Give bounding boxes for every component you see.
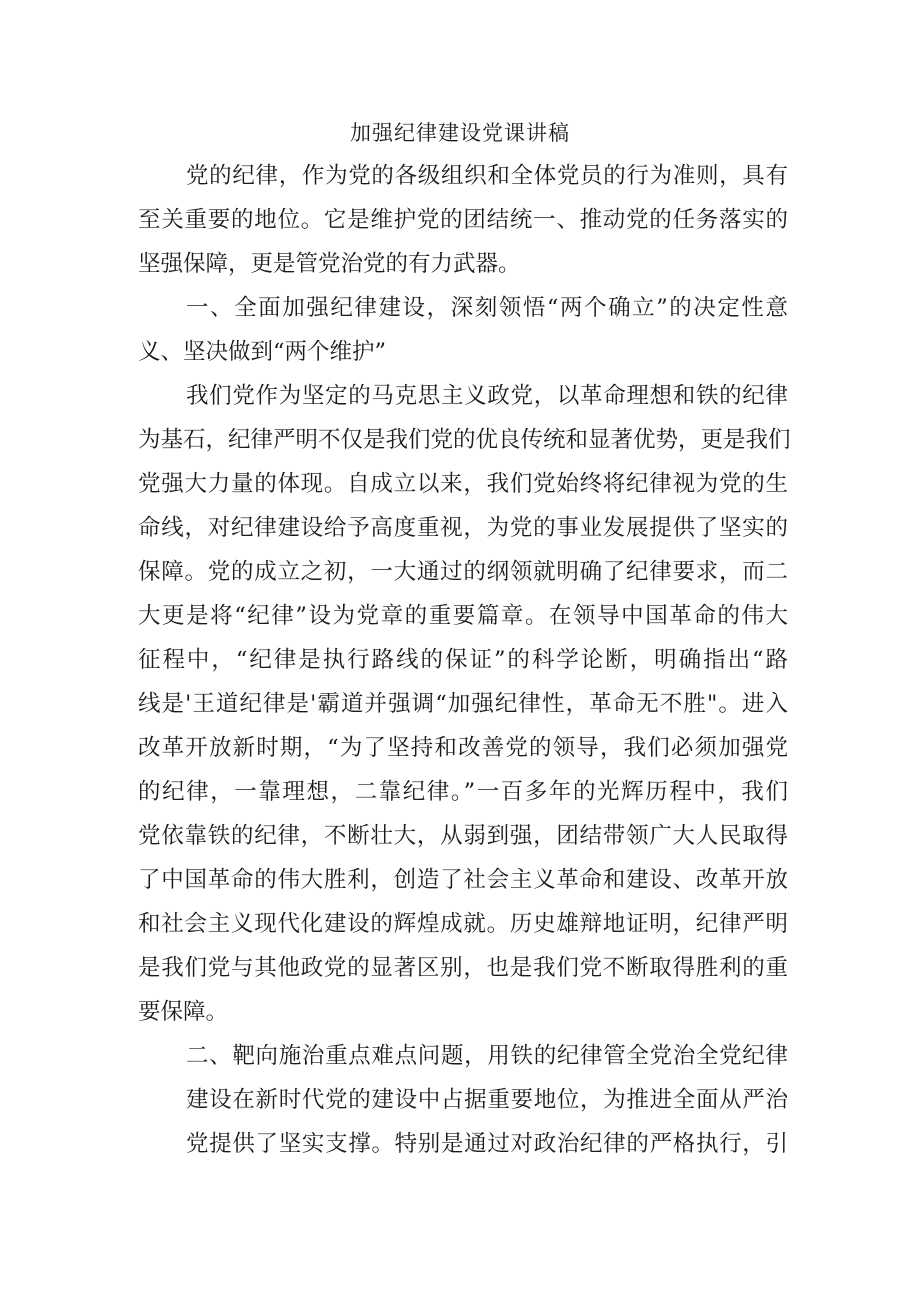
paragraph-line: 大更是将“纪律”设为党章的重要篇章。在领导中国革命的伟大 xyxy=(138,603,788,629)
paragraph-line: 为基石，纪律严明不仅是我们党的优良传统和显著优势，更是我们 xyxy=(138,427,791,453)
paragraph-line: 党提供了坚实支撑。特别是通过对政治纪律的严格执行，引 xyxy=(186,1131,788,1157)
paragraph-line: 至关重要的地位。它是维护党的团结统一、推动党的任务落实的 xyxy=(138,207,788,233)
document-title: 加强纪律建设党课讲稿 xyxy=(350,121,570,145)
paragraph-line: 建设在新时代党的建设中占据重要地位，为推进全面从严治 xyxy=(186,1087,788,1113)
paragraph-line: 改革开放新时期，“为了坚持和改善党的领导，我们必须加强党 xyxy=(138,735,788,761)
paragraph-line: 征程中，“纪律是执行路线的保证”的科学论断，明确指出“路 xyxy=(138,647,788,673)
section-heading-line: 一、全面加强纪律建设，深刻领悟“两个确立”的决定性意 xyxy=(186,295,788,321)
section-heading-line: 二、靶向施治重点难点问题，用铁的纪律管全党治全党纪律 xyxy=(186,1043,788,1069)
paragraph-line: 是我们党与其他政党的显著区别，也是我们党不断取得胜利的重 xyxy=(138,955,788,981)
paragraph-line: 党依靠铁的纪律，不断壮大，从弱到强，团结带领广大人民取得 xyxy=(138,823,788,849)
paragraph-line: 了中国革命的伟大胜利，创造了社会主义革命和建设、改革开放 xyxy=(138,867,788,893)
paragraph-line: 党的纪律，作为党的各级组织和全体党员的行为准则，具有 xyxy=(186,163,788,189)
section-heading-line: 义、坚决做到“两个维护” xyxy=(138,339,387,365)
paragraph-line: 坚强保障，更是管党治党的有力武器。 xyxy=(138,251,521,277)
paragraph-line: 我们党作为坚定的马克思主义政党，以革命理想和铁的纪律 xyxy=(186,383,788,409)
paragraph-line: 要保障。 xyxy=(138,999,229,1025)
paragraph-line: 党强大力量的体现。自成立以来，我们党始终将纪律视为党的生 xyxy=(138,471,788,497)
paragraph-line: 命线，对纪律建设给予高度重视，为党的事业发展提供了坚实的 xyxy=(138,515,788,541)
paragraph-line: 和社会主义现代化建设的辉煌成就。历史雄辩地证明，纪律严明 xyxy=(138,911,788,937)
paragraph-line: 保障。党的成立之初，一大通过的纲领就明确了纪律要求，而二 xyxy=(138,559,788,585)
paragraph-line: 线是'王道纪律是'霸道并强调“加强纪律性，革命无不胜"。进入 xyxy=(138,691,788,717)
paragraph-line: 的纪律，一靠理想，二靠纪律。”一百多年的光辉历程中，我们 xyxy=(138,779,788,805)
